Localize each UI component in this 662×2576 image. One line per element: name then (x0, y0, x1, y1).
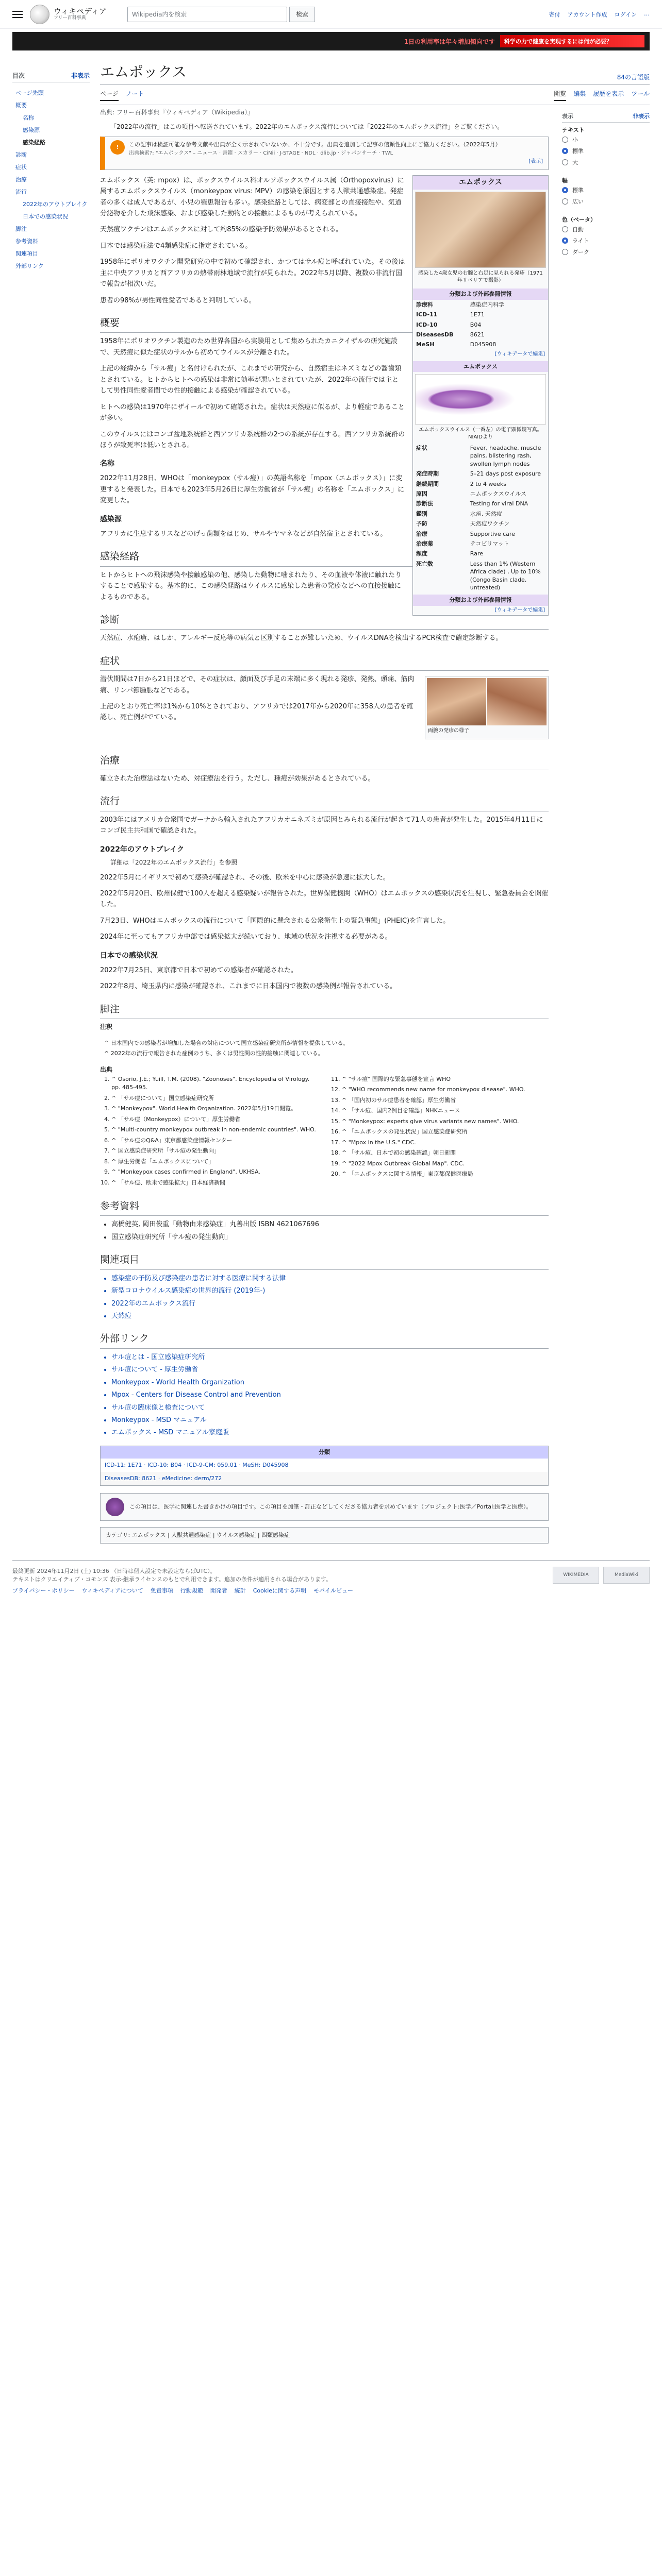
infobox-key: 予防 (416, 520, 427, 528)
reference-item: 12. ^ "WHO recommends new name for monkeypox disease". WHO. (342, 1086, 549, 1094)
radio-label: ダーク (572, 249, 589, 256)
radio-option[interactable] (562, 235, 650, 246)
infobox-table-1 (413, 300, 548, 350)
reference-item: 8. ^ 厚生労働省「エムポックスについて」 (111, 1158, 318, 1166)
reference-item: 1. ^ Osorio, J.E.; Yuill, T.M. (2008). "Zoonoses". Encyclopedia of Virology. pp. 485-495. (111, 1075, 318, 1092)
infobox-value: テコビリマット (470, 540, 509, 547)
related-link[interactable]: • 2022年のエムポックス流行 (111, 1298, 549, 1309)
footer-link[interactable]: 開発者 (210, 1587, 227, 1595)
reference-item: 4. ^ 「サル痘（Monkeypox）について」厚生労働省 (111, 1115, 318, 1124)
reference-list (100, 1075, 549, 1190)
navbox-row[interactable]: ICD-11: 1E71 · ICD-10: B04 · ICD-9-CM: 059.01 · MeSH: D045908 (105, 1461, 289, 1468)
toc-item[interactable]: 感染源 (23, 127, 40, 133)
related-link[interactable]: • 感染症の予防及び感染症の患者に対する医療に関する法律 (111, 1273, 549, 1284)
reference-item: 18. ^ 「サル痘、日本で初の感染確認」朝日新聞 (342, 1149, 549, 1158)
infobox-value: B04 (470, 321, 482, 328)
wikidata-edit-link-2[interactable]: [ウィキデータで編集] (494, 607, 545, 613)
toc-heading: 目次 (12, 72, 25, 79)
reference-item: 19. ^ "2022 Mpox Outbreak Global Map". CDC. (342, 1160, 549, 1168)
mediawiki-badge[interactable]: MediaWiki (603, 1567, 650, 1584)
navbox-row[interactable]: DiseasesDB: 8621 · eMedicine: derm/272 (101, 1472, 548, 1485)
appearance-panel (554, 105, 650, 1550)
toc-item[interactable]: 診断 (15, 151, 27, 158)
symptom-paragraph: 上記のとおり死亡率は1%から10%とされており、アフリカでは2017年から2020年に358人の患者を確認し、死亡例がでている。 (100, 702, 413, 722)
outbreak-paragraph: 7月23日、WHOはエムポックスの流行について「国際的に懸念される公衆衛生上の緊急事態」(PHEIC)を宣言した。 (100, 917, 450, 925)
radio-circle-icon[interactable] (562, 249, 568, 255)
infobox-value: 天然痘ワクチン (470, 520, 510, 528)
section-heading-references: 参考資料 (100, 1198, 549, 1216)
create-account-link[interactable]: アカウント作成 (567, 11, 607, 18)
notes-list (100, 1039, 549, 1058)
toc-item[interactable]: 感染経路 (23, 139, 45, 146)
infobox-value: Supportive care (470, 530, 515, 537)
stub-notice (100, 1493, 549, 1521)
footer-links (12, 1586, 650, 1595)
overview-paragraph: ヒトへの感染は1970年にザイールで初めて確認された。症状は天然痘に似るが、より軽症であることが多い。 (100, 403, 405, 422)
infobox-row (413, 539, 548, 549)
page-footer (12, 1560, 650, 1607)
lead-paragraph: 1958年にポリオワクチン開発研究の中で初めて確認され、かつてはサル痘と呼ばれていた。その後は主に中央アフリカと西アフリカの熱帯雨林地域で流行が見られた。2022年5月以降、複数の非流行国で報告が相次いだ。 (100, 258, 405, 289)
name-paragraph: 2022年11月28日、WHOは「monkeypox（サル痘）」の英語名称を「mpox（エムポックス）」に変更すると発表した。日本でも2023年5月26日に厚生労働省が「サル痘」の名称を「エムポックス」に変更した。 (100, 474, 405, 505)
infobox-row (413, 469, 548, 479)
reference-item: 5. ^ "Multi-country monkeypox outbreak in non-endemic countries". WHO. (111, 1126, 318, 1134)
lead-paragraph: 患者の98%が男性同性愛者であると判明している。 (100, 296, 256, 304)
toc-item[interactable]: 概要 (15, 102, 27, 109)
external-link[interactable]: • サル痘とは - 国立感染症研究所 (111, 1352, 549, 1363)
radio-option[interactable] (562, 196, 650, 207)
section-heading-epidemic: 流行 (100, 793, 549, 811)
infobox-key: ICD-11 (416, 311, 438, 318)
infobox-row (413, 443, 548, 469)
thumbnail-caption: 両腕の発疹の様子 (428, 728, 469, 734)
japan-paragraph: 2022年7月25日、東京都で日本で初めての感染者が確認された。 (100, 966, 297, 974)
infobox-value: 8621 (470, 331, 485, 338)
section-heading-symptoms: 症状 (100, 653, 549, 671)
bibliography-item: • 国立感染症研究所「サル痘の発生動向」 (111, 1232, 549, 1243)
radio-label: 大 (572, 159, 578, 166)
infobox-key: 原因 (416, 490, 427, 498)
reference-item: 6. ^ 「サル痘のQ&A」東京都感染症情報センター (111, 1137, 318, 1145)
overview-paragraph: 1958年にポリオワクチン製造のため世界各国から実験用として集められたカニクイザルの研究施設で、天然痘に似た症状のサルから初めてウイルスが分離された。 (100, 337, 398, 357)
search-button[interactable]: 検索 (289, 7, 315, 22)
top-bar (0, 0, 662, 29)
outbreak-paragraph: 2022年5月にイギリスで初めて感染が確認され、その後、欧米を中心に感染が急速に拡大した。 (100, 873, 390, 882)
infobox-key: 頻度 (416, 550, 427, 557)
footer-link[interactable]: ウィキペディアについて (81, 1587, 143, 1595)
infobox-row (413, 549, 548, 558)
diagnosis-paragraph: 天然痘、水疱瘡、はしか、アレルギー反応等の病気と区別することが難しいため、ウイルスDNAを検出するPCR検査で確定診断する。 (100, 634, 503, 642)
toc-item[interactable]: ページ先頭 (15, 90, 44, 96)
refs-subheading: 出典 (100, 1065, 113, 1073)
main-content (90, 50, 650, 1550)
lead-paragraph: 天然痘ワクチンはエムポックスに対して約85%の感染予防効果があるとされる。 (100, 226, 343, 234)
infobox-row (413, 330, 548, 340)
from-line: 出典: フリー百科事典『ウィキペディア（Wikipedia）』 (100, 109, 254, 116)
lead-paragraph: 日本では感染症法で4類感染症に指定されている。 (100, 242, 252, 250)
section-heading-external: 外部リンク (100, 1331, 549, 1348)
external-link[interactable]: • サル痘の臨床像と検査について (111, 1402, 549, 1413)
rash-photo (427, 678, 547, 725)
reference-item: 14. ^ 「サル痘、国内2例目を確認」NHKニュース (342, 1107, 549, 1115)
radio-label: 標準 (572, 148, 584, 155)
note-item: ^ 日本国内での感染者が増加した場合の対応について国立感染症研究所が情報を提供している。 (104, 1039, 349, 1046)
notes-subheading: 注釈 (100, 1023, 113, 1030)
references-list (100, 1219, 549, 1243)
reference-item: 15. ^ "Monkeypox: experts give virus variants new names". WHO. (342, 1117, 549, 1126)
site-logo[interactable] (30, 5, 107, 24)
micrograph-image[interactable] (415, 374, 546, 425)
infobox-section-disease: エムポックス (413, 361, 548, 372)
footer-link[interactable]: Cookieに関する声明 (253, 1587, 307, 1595)
infobox-image-caption: 感染した4歳女児の右腕と右足に見られる発疹（1971年リベリアで撮影） (418, 270, 543, 284)
symptom-paragraph: 潜伏期間は7日から21日ほどで、その症状は、顔面及び手足の末端に多く現れる発疹、発熱、頭痛、筋肉痛、リンパ節腫脹などである。 (100, 675, 415, 694)
ad-banner[interactable] (12, 32, 650, 50)
infobox-value: Fever, headache, muscle pains, blistering rash, swollen lymph nodes (470, 445, 541, 467)
route-paragraph: ヒトからヒトへの飛沫感染や接触感染の他、感染した動物に噛まれたり、その血液や体液に触れたりすることで感染する。基本的に、この感染経路はウイルスに感染した患者の発疹などへの直接接触によるものである。 (100, 571, 402, 601)
footer-link[interactable]: 免責事項 (150, 1587, 173, 1595)
wikimedia-badge[interactable]: WIKIMEDIA (553, 1567, 599, 1584)
section-heading-route: 感染経路 (100, 549, 549, 566)
related-link[interactable]: • 天然痘 (111, 1311, 549, 1321)
tab-history[interactable]: 履歴を表示 (593, 90, 624, 97)
toc-sidebar (12, 50, 90, 1550)
warning-icon: ! (110, 140, 125, 155)
category-links[interactable]: カテゴリ: エムポックス | 人獣共通感染症 | ウイルス感染症 | 四類感染症 (100, 1527, 549, 1544)
notice-text: この記事は検証可能な参考文献や出典が全く示されていないか、不十分です。出典を追加して記事の信頼性向上にご協力ください。（2022年5月） (129, 141, 501, 148)
infobox-row (413, 320, 548, 330)
section-heading-name: 名称 (100, 460, 114, 468)
note-item: ^ 2022年の流行で報告された症例のうち、多くは男性間の性的接触に関連している。 (104, 1050, 324, 1057)
radio-option[interactable] (562, 157, 650, 168)
source-paragraph: アフリカに生息するリスなどのげっ歯類をはじめ、サルやヤマネなどが自然宿主とされている。 (100, 530, 387, 538)
toc-hide-button[interactable]: 非表示 (71, 72, 90, 79)
outbreak-hatnote: 詳細は「2022年のエムポックス流行」を参照 (110, 858, 238, 866)
toc-item[interactable]: 参考資料 (15, 238, 38, 245)
infobox-key: 鑑別 (416, 510, 427, 517)
reference-item: 13. ^ 「国内初のサル痘患者を確認」厚生労働省 (342, 1096, 549, 1105)
radio-circle-icon[interactable] (562, 137, 568, 143)
radio-circle-icon[interactable] (562, 148, 568, 154)
section-heading-outbreak-2022: 2022年のアウトブレイク (100, 845, 185, 854)
navbox (100, 1446, 549, 1486)
infobox-value: 感染症内科学 (470, 301, 504, 308)
login-link[interactable]: ログイン (614, 11, 637, 18)
infobox-key: 診断法 (416, 500, 433, 507)
infobox-row (413, 519, 548, 529)
wikidata-edit-link[interactable]: [ウィキデータで編集] (494, 351, 545, 357)
notice-expand-button[interactable]: [表示] (528, 159, 543, 165)
infobox-row (413, 300, 548, 310)
section-heading-treatment: 治療 (100, 753, 549, 770)
logo-subtitle: フリー百科事典 (54, 15, 86, 21)
infobox (412, 175, 549, 616)
toc-item[interactable]: 脚注 (15, 226, 27, 232)
last-modified: 最終更新 2024年11月2日 (土) 10:36 （日時は個人設定で未設定ならばUTC）。 (12, 1568, 216, 1575)
search-input[interactable]: Wikipedia内を検索 (127, 7, 287, 22)
external-links-list (100, 1352, 549, 1438)
external-link[interactable]: • サル痘について - 厚生労働省 (111, 1364, 549, 1375)
micrograph-caption: エムポックスウイルス（一番左）の電子顕微鏡写真。NIAIDより (419, 427, 542, 440)
symptom-thumbnail[interactable] (425, 676, 549, 739)
reference-item: 16. ^ 「エムポックスの発生状況」国立感染症研究所 (342, 1128, 549, 1137)
epidemic-paragraph: 2003年にはアメリカ合衆国でガーナから輸入されたアフリカオニネズミが原因とみられる流行が起きて71人の患者が発生した。2015年4月11日にコンゴ民主共和国で確認された。 (100, 816, 543, 835)
banner-text: 1日の利用率は年々増加傾向です (404, 38, 495, 45)
stub-icon (106, 1498, 124, 1516)
color-heading: 色（ベータ） (562, 216, 596, 223)
related-list (100, 1273, 549, 1322)
reference-item: 20. ^ 「エムポックスに関する情報」東京都保健医療局 (342, 1170, 549, 1179)
reference-item: 10. ^ 「サル痘、欧米で感染拡大」日本経済新聞 (111, 1179, 318, 1188)
user-links (549, 10, 650, 19)
menu-icon[interactable] (12, 11, 23, 18)
outbreak-paragraph: 2024年に至ってもアフリカ中部では感染拡大が続いており、地域の状況を注視する必要がある。 (100, 933, 392, 941)
section-heading-japan: 日本での感染状況 (100, 951, 158, 960)
infobox-table-2 (413, 443, 548, 592)
infobox-key: 診療科 (416, 301, 433, 308)
toc-item[interactable]: 2022年のアウトブレイク (23, 201, 88, 208)
related-link[interactable]: • 新型コロナウイルス感染症の世界的流行 (2019年-) (111, 1285, 549, 1296)
page-title: エムポックス (100, 63, 187, 80)
wikipedia-globe-icon (30, 5, 49, 24)
radio-circle-icon[interactable] (562, 159, 568, 165)
text-size-heading: テキスト (562, 127, 585, 133)
footer-link[interactable]: 行動規範 (180, 1587, 203, 1595)
infobox-value: 1E71 (470, 311, 485, 318)
infobox-section-classification-2: 分類および外部参照情報 (413, 595, 548, 605)
radio-label: 広い (572, 198, 584, 205)
infobox-key: 治療薬 (416, 540, 433, 547)
radio-circle-icon[interactable] (562, 226, 568, 232)
infobox-value: D045908 (470, 341, 496, 348)
infobox-key: MeSH (416, 341, 435, 348)
outbreak-paragraph: 2022年5月20日、欧州保健で100人を超える感染疑いが報告された。世界保健機関（WHO）はエムポックスの感染状況を注視し、緊急委員会を開催した。 (100, 889, 549, 909)
infobox-row (413, 499, 548, 509)
appearance-heading: 表示 (562, 113, 573, 120)
infobox-key: ICD-10 (416, 321, 438, 328)
infobox-value: Rare (470, 550, 483, 557)
tab-talk[interactable]: ノート (125, 90, 144, 97)
footer-link[interactable]: モバイルビュー (313, 1587, 354, 1595)
stub-text: この項目は、医学に関連した書きかけの項目です。この項目を加筆・訂正などしてくださる協力者を求めています（プロジェクト:医学／Portal:医学と医療）。 (129, 1503, 532, 1511)
infobox-row (413, 479, 548, 489)
radio-circle-icon[interactable] (562, 198, 568, 205)
overview-paragraph: このウイルスにはコンゴ盆地系統群と西アフリカ系統群の2つの系統が存在する。西アフリカ系統群のほうが致死率は低いとされる。 (100, 430, 405, 449)
infobox-key: DiseasesDB (416, 331, 454, 338)
radio-option[interactable] (562, 184, 650, 196)
donate-link[interactable]: 寄付 (549, 11, 560, 18)
infobox-title: エムポックス (413, 176, 548, 190)
infobox-key: 死亡数 (416, 560, 433, 567)
reference-item: 11. ^ "サル痘" 国際的な緊急事態を宣言 WHO (342, 1075, 549, 1084)
radio-option[interactable] (562, 134, 650, 145)
external-link[interactable]: • Monkeypox - World Health Organization (111, 1377, 549, 1388)
radio-circle-icon[interactable] (562, 187, 568, 193)
section-heading-overview: 概要 (100, 315, 549, 333)
radio-label: 自動 (572, 226, 584, 233)
lead-paragraph: エムポックス（英: mpox）は、ポックスウイルス科オルソポックスウイルス属（Orthopoxvirus）に属するエムポックスウイルス（monkeypox virus: MPV）の感染を原因とする人獣共通感染症。発症者の多くは成人であるが、小児の罹患報告も多い。感染経路としては、病変部との直接接触や、気道分泌物を介した飛沫感染、および感染した動物との接触によるものが考えられている。 (100, 176, 404, 218)
banner-ad[interactable]: 科学の力で健康を実現するには何が必要？ (500, 35, 644, 47)
infobox-key: 症状 (416, 445, 427, 452)
reference-item: 17. ^ "Mpox in the U.S." CDC. (342, 1139, 549, 1147)
tab-tools[interactable]: ツール (631, 90, 650, 97)
toc-item[interactable]: 外部リンク (15, 263, 44, 269)
toc-item[interactable]: 治療 (15, 176, 27, 183)
tab-read[interactable]: 閲覧 (554, 89, 566, 101)
reference-item: 2. ^ 「サル痘について」国立感染症研究所 (111, 1094, 318, 1103)
section-heading-notes: 脚注 (100, 1002, 549, 1019)
footer-link[interactable]: プライバシー・ポリシー (12, 1587, 75, 1595)
overview-paragraph: 上記の経緯から「サル痘」と名付けられたが、これまでの研究から、自然宿主はネズミなどの齧歯類とされている。ヒトからヒトへの感染は非常に効率が悪いとされていたが、2022年の流行では主として男性同性愛者間での性的接触による感染が確認されている。 (100, 365, 402, 395)
infobox-image[interactable] (415, 192, 546, 268)
infobox-row (413, 310, 548, 319)
toc-list (12, 87, 90, 272)
infobox-section-classification: 分類および外部参照情報 (413, 289, 548, 299)
toc-item[interactable]: 症状 (15, 164, 27, 171)
external-link[interactable]: • エムポックス - MSD マニュアル家庭版 (111, 1427, 549, 1438)
logo-title: ウィキペディア (54, 7, 107, 16)
radio-label: 小 (572, 137, 578, 143)
reference-item: 9. ^ "Monkeypox cases confirmed in England". UKHSA. (111, 1168, 318, 1177)
section-heading-source: 感染源 (100, 515, 122, 523)
japan-paragraph: 2022年8月、埼玉県内に感染が確認され、これまでに日本国内で複数の感染例が報告されている。 (100, 982, 397, 991)
infobox-value: Less than 1% (Western Africa clade) , Up to 10% (Congo Basin clade, untreated) (470, 560, 541, 591)
navbox-header: 分類 (101, 1446, 548, 1459)
infobox-value: 5–21 days post exposure (470, 470, 541, 478)
search-form (127, 7, 315, 22)
toc-item[interactable]: 日本での感染状況 (23, 213, 68, 220)
toc-item[interactable]: 関連項目 (15, 250, 38, 257)
section-heading-related: 関連項目 (100, 1252, 549, 1269)
notice-box (100, 137, 549, 170)
tab-edit[interactable]: 編集 (573, 90, 586, 97)
radio-label: 標準 (572, 187, 584, 194)
infobox-row (413, 489, 548, 499)
infobox-row (413, 559, 548, 593)
reference-item: 3. ^ "Monkeypox". World Health Organization. 2022年5月19日閲覧。 (111, 1105, 318, 1113)
infobox-value: 水疱, 天然痘 (470, 510, 502, 517)
tab-page[interactable]: ページ (100, 89, 119, 101)
radio-circle-icon[interactable] (562, 238, 568, 244)
external-link[interactable]: • Monkeypox - MSD マニュアル (111, 1415, 549, 1426)
page-layout (0, 50, 662, 1550)
more-options-icon[interactable]: … (644, 10, 650, 17)
bibliography-item: • 高橋健英, 岡田俊重「動物由来感染症」丸善出版 ISBN 4621067696 (111, 1219, 549, 1230)
article-body (100, 105, 554, 1550)
infobox-value: エムポックスウイルス (470, 490, 527, 498)
infobox-key: 継続期間 (416, 480, 439, 487)
appearance-hide-button[interactable]: 非表示 (633, 113, 650, 120)
infobox-row (413, 529, 548, 539)
radio-option[interactable] (562, 145, 650, 157)
notice-sub: 出典検索?: "エムポックス" – ニュース · 書籍 · スカラー · CiNii · J-STAGE · NDL · dlib.jp · ジャパンサーチ · TWL (129, 150, 393, 156)
infobox-value: 2 to 4 weeks (470, 480, 506, 487)
toc-item[interactable]: 名称 (23, 114, 34, 121)
language-button[interactable]: 84の言語版 (617, 74, 650, 81)
hatnote: 「2022年の流行」はこの項目へ転送されています。2022年のエムポックス流行については「2022年のエムポックス流行」をご覧ください。 (110, 123, 504, 130)
external-link[interactable]: • Mpox - Centers for Disease Control and Prevention (111, 1389, 549, 1400)
footer-link[interactable]: 統計 (234, 1587, 246, 1595)
radio-option[interactable] (562, 246, 650, 258)
radio-label: ライト (572, 238, 589, 244)
infobox-key: 発症時期 (416, 470, 439, 478)
reference-item: 7. ^ 国立感染症研究所「サル痘の発生動向」 (111, 1147, 318, 1156)
infobox-row (413, 509, 548, 519)
infobox-key: 治療 (416, 530, 427, 537)
license-text: テキストはクリエイティブ・コモンズ 表示-継承ライセンスのもとで利用できます。追加の条件が適用される場合があります。 (12, 1576, 332, 1583)
treatment-paragraph: 確立された治療法はないため、対症療法を行う。ただし、種痘が効果があるとされている。 (100, 774, 375, 783)
infobox-row (413, 340, 548, 349)
width-heading: 幅 (562, 177, 568, 184)
infobox-value: Testing for viral DNA (470, 500, 528, 507)
toc-item[interactable]: 流行 (15, 189, 27, 195)
radio-option[interactable] (562, 224, 650, 235)
section-heading-diagnosis: 診断 (100, 612, 549, 630)
page-tabs (100, 86, 650, 105)
